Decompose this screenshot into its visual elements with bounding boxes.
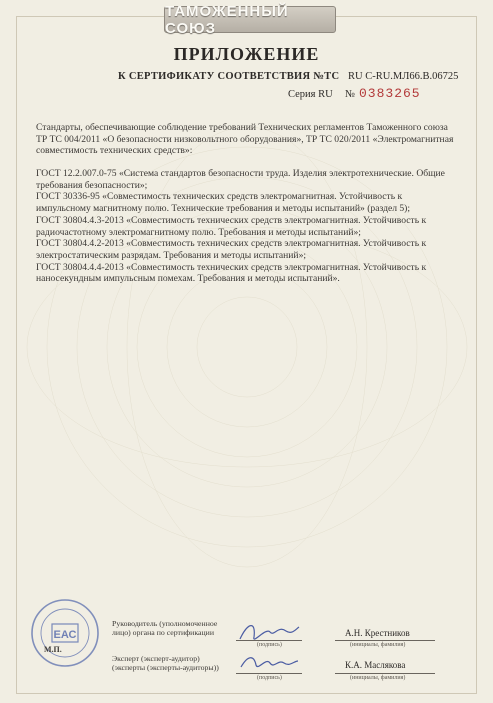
mp-label: М.П.: [44, 645, 62, 654]
guilloche-pattern: [17, 17, 476, 693]
intro-paragraph: Стандарты, обеспечивающие соблюдение требований Технических регламентов Таможенного союза ТР ТС 004/2011 «О безопасности низковольтного оборудования», ТР ТС 020/2011 «Электромагнитная совместимость технических средств»:: [36, 122, 454, 157]
head-signature-caption: (подпись): [257, 642, 282, 648]
customs-union-banner: ТАМОЖЕННЫЙ СОЮЗ: [164, 6, 336, 33]
series-label: Серия RU: [288, 89, 333, 100]
certificate-line: [118, 71, 458, 82]
stamp-text: ЕАС: [53, 629, 77, 641]
standard-item: ГОСТ 12.2.007.0-75 «Система стандартов безопасности труда. Изделия электротехнические. Общие требования безопасности»;: [36, 168, 445, 191]
standards-list: [36, 168, 456, 285]
expert-name: К.А. Маслякова: [345, 660, 406, 670]
certification-stamp: [30, 598, 100, 668]
expert-signature-caption: (подпись): [257, 675, 282, 681]
series-number: 0383265: [359, 86, 421, 101]
page-title: ПРИЛОЖЕНИЕ: [173, 44, 320, 64]
expert-label: Эксперт (эксперт-аудитор) (эксперты (эксперты-аудиторы)): [112, 654, 219, 672]
standard-item: ГОСТ 30804.4.4-2013 «Совместимость технических средств электромагнитная. Устойчивость к наносекундным импульсным помехам. Требования и методы испытаний».: [36, 261, 427, 285]
expert-name-caption: (инициалы, фамилия): [350, 675, 406, 681]
head-name-caption: (инициалы, фамилия): [350, 642, 406, 648]
head-signature-line: [236, 640, 302, 641]
standard-item: ГОСТ 30804.4.3-2013 «Совместимость технических средств электромагнитная. Устойчивость к радиочастотному электромагнитному полю. Требования и методы испытаний»;: [36, 214, 427, 238]
standard-item: ГОСТ 30804.4.2-2013 «Совместимость технических средств электромагнитная. Устойчивость к электростатическим разрядам. Требования и методы испытаний»;: [36, 238, 427, 261]
head-name-line: [335, 640, 435, 641]
expert-signature-line: [236, 673, 302, 674]
certificate-number: RU C-RU.МЛ66.В.06725: [348, 71, 459, 82]
head-name: А.Н. Крестников: [345, 628, 410, 638]
expert-name-line: [335, 673, 435, 674]
series-number-label: №: [345, 89, 356, 100]
head-label: Руководитель (уполномоченное лицо) органа по сертификации: [112, 619, 218, 637]
standard-item: ГОСТ 30336-95 «Совместимость технических средств электромагнитная. Устойчивость к импульсному магнитному полю. Технические требования и методы испытаний» (раздел 5);: [36, 191, 411, 215]
certificate-label: К СЕРТИФИКАТУ СООТВЕТСТВИЯ №ТС: [118, 71, 340, 82]
